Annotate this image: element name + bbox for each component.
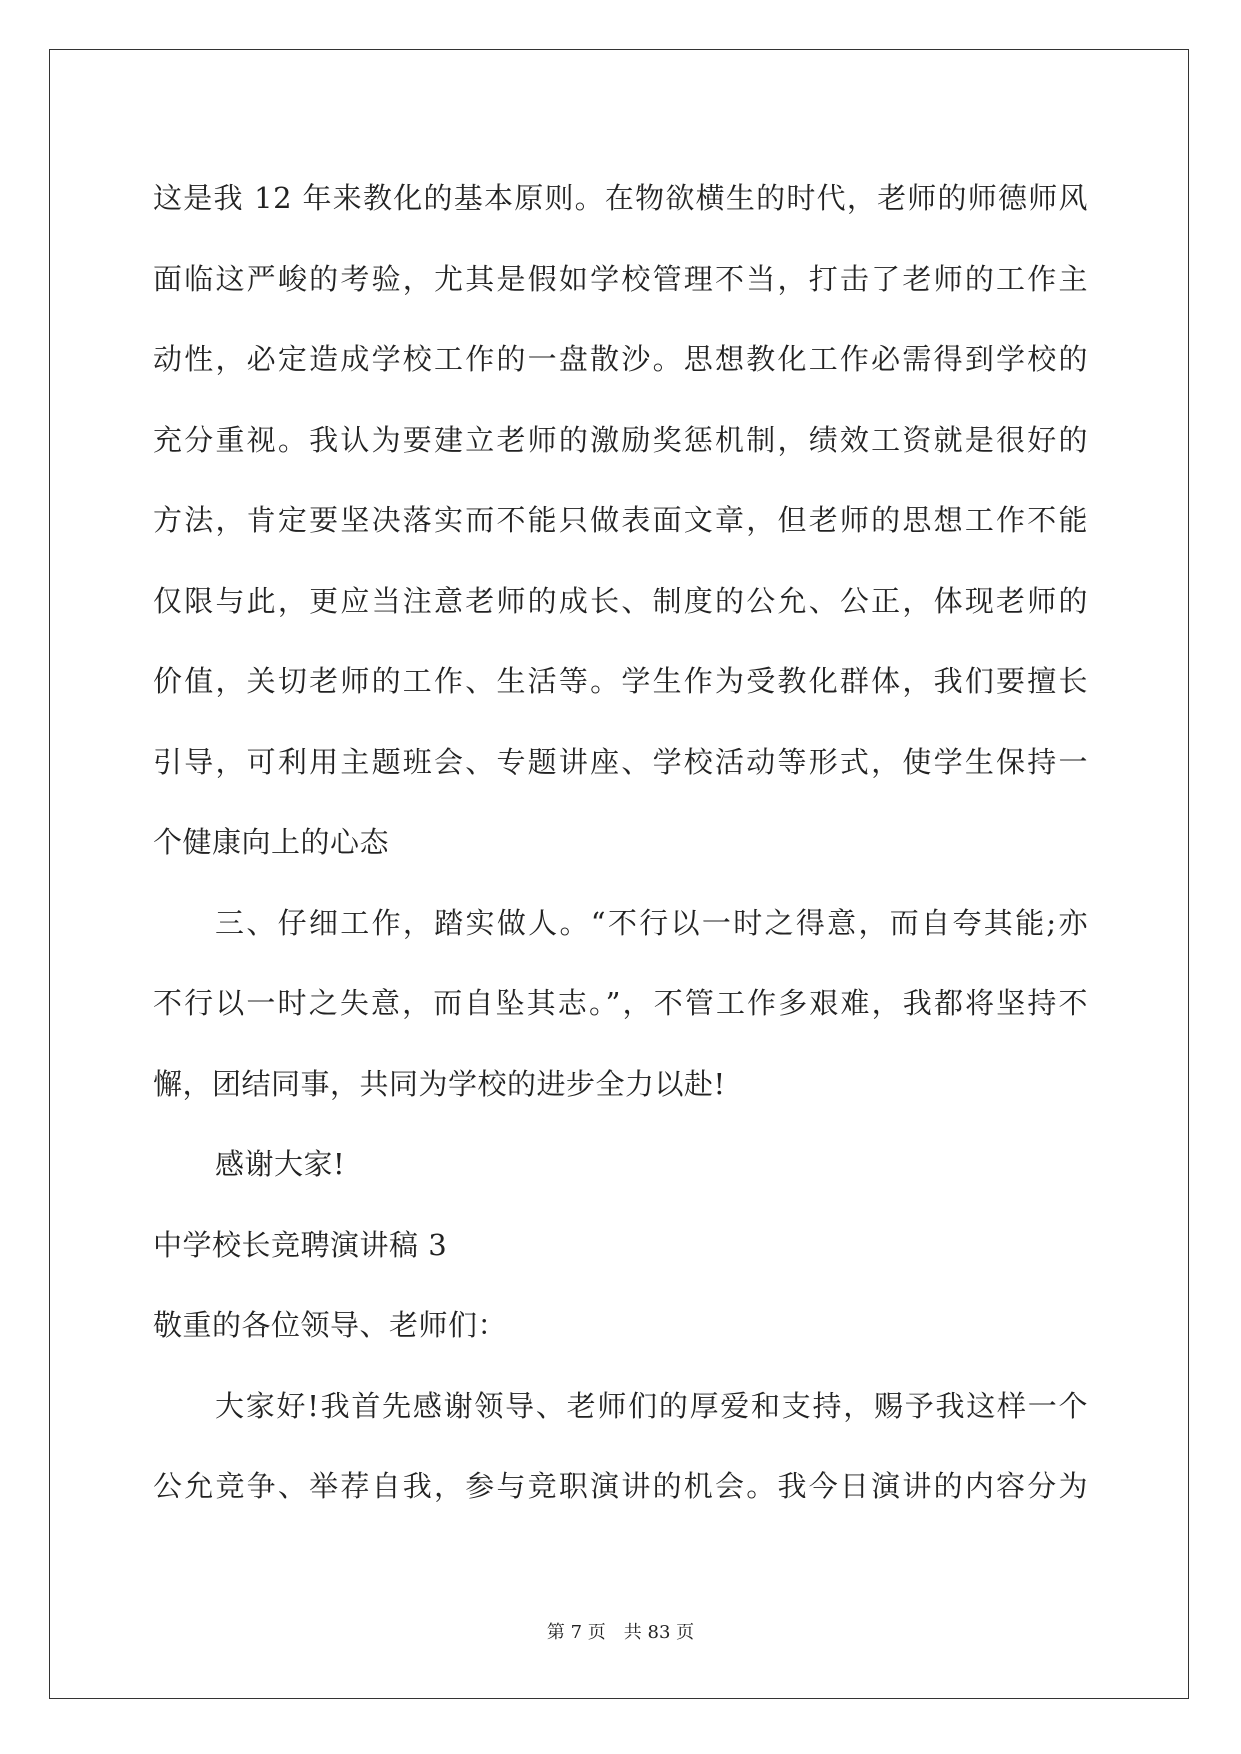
paragraph-line: 公允竞争、举荐自我，参与竞职演讲的机会。我今日演讲的内容分为	[153, 1469, 1088, 1503]
paragraph-line: 三、仔细工作，踏实做人。“不行以一时之得意，而自夸其能;亦	[215, 905, 1088, 940]
paragraph-line: 面临这严峻的考验，尤其是假如学校管理不当，打击了老师的工作主	[153, 261, 1088, 296]
paragraph-line: 仅限与此，更应当注意老师的成长、制度的公允、公正，体现老师的	[153, 583, 1088, 618]
paragraph-line: 大家好!我首先感谢领导、老师们的厚爱和支持，赐予我这样一个	[215, 1388, 1088, 1423]
paragraph-line: 感谢大家!	[215, 1147, 346, 1181]
page-total: 共 83 页	[623, 1622, 695, 1643]
page-footer	[0, 1618, 1241, 1644]
paragraph-line: 价值，关切老师的工作、生活等。学生作为受教化群体，我们要擅长	[153, 664, 1088, 698]
paragraph-line: 充分重视。我认为要建立老师的激励奖惩机制，绩效工资就是很好的	[153, 422, 1088, 457]
paragraph-line: 动性，必定造成学校工作的一盘散沙。思想教化工作必需得到学校的	[153, 342, 1088, 376]
paragraph-line: 引导，可利用主题班会、专题讲座、学校活动等形式，使学生保持一	[153, 744, 1088, 779]
document-body	[153, 158, 1088, 1527]
paragraph-line: 个健康向上的心态	[153, 825, 390, 859]
paragraph-line: 不行以一时之失意，而自坠其志。”，不管工作多艰难，我都将坚持不	[153, 986, 1088, 1020]
paragraph-line: 懈，团结同事，共同为学校的进步全力以赴!	[153, 1066, 726, 1101]
page-number: 第 7 页	[546, 1622, 606, 1643]
paragraph-line: 方法，肯定要坚决落实而不能只做表面文章，但老师的思想工作不能	[153, 503, 1088, 537]
section-heading: 中学校长竞聘演讲稿 3	[153, 1227, 448, 1262]
salutation: 敬重的各位领导、老师们：	[153, 1308, 508, 1342]
paragraph-line: 这是我 12 年来教化的基本原则。在物欲横生的时代，老师的师德师风	[153, 181, 1088, 215]
